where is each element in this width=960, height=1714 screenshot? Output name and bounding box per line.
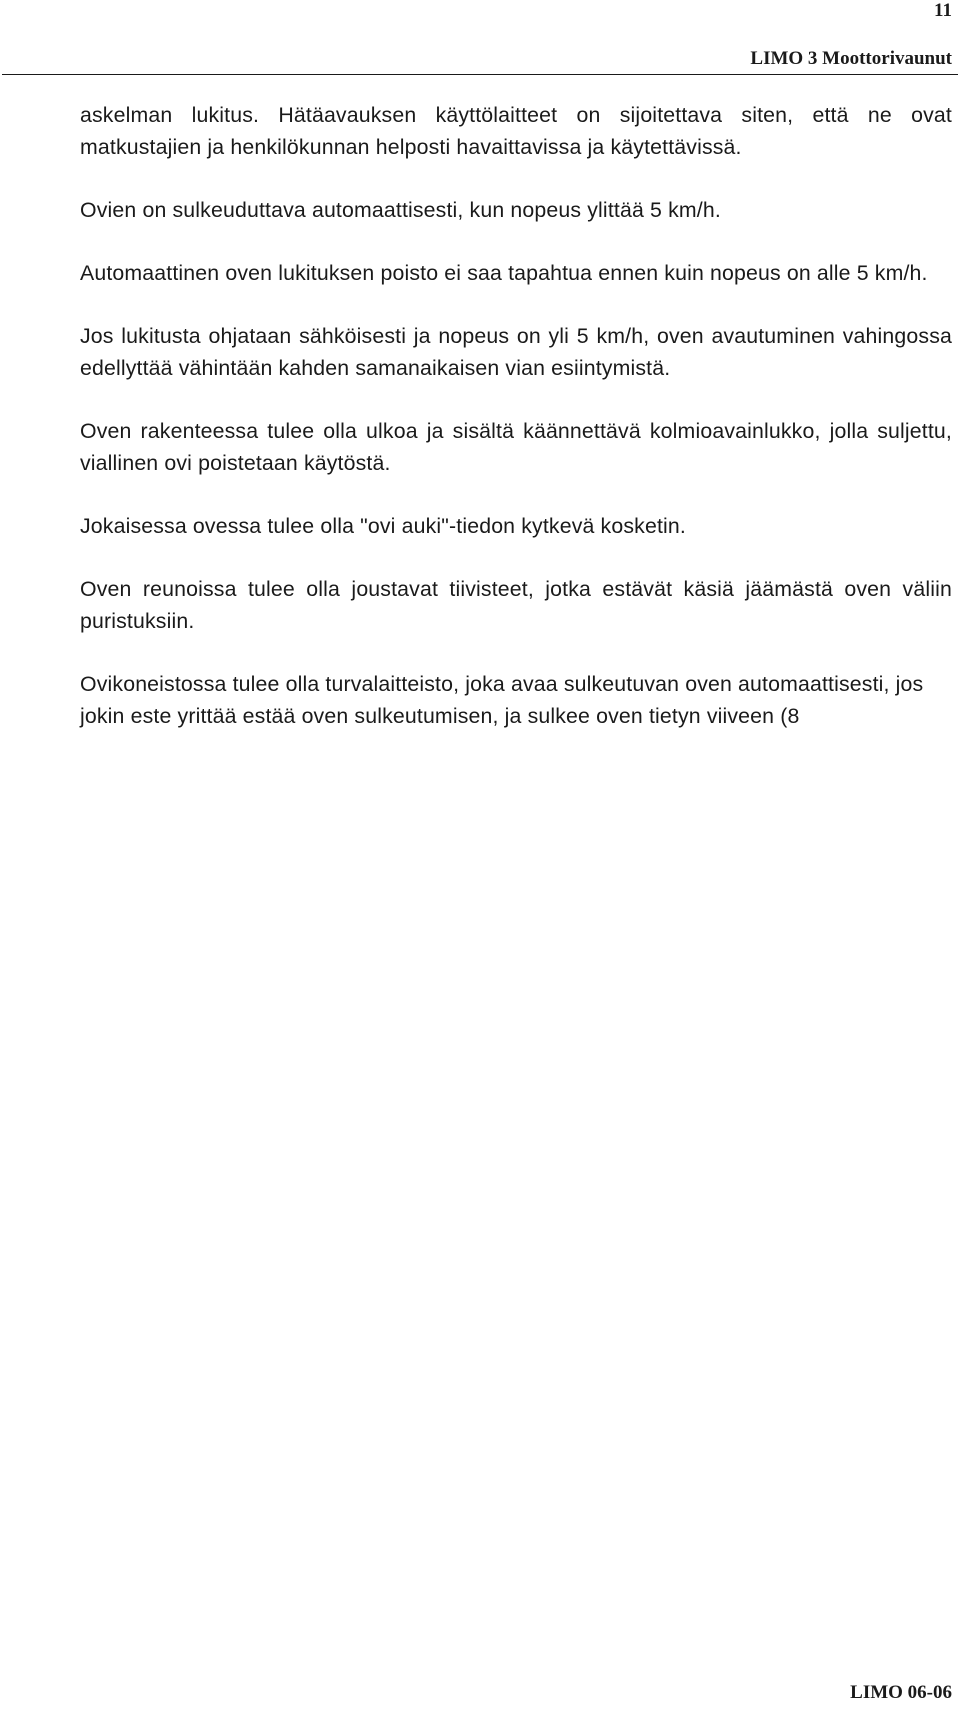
paragraph: askelman lukitus. Hätäavauksen käyttölaitteet on sijoitettava siten, että ne ovat matkustajien ja henkilökunnan helposti havaittavissa ja käytettävissä. [80,103,952,159]
page-number: 11 [934,0,952,21]
paragraph: Oven rakenteessa tulee olla ulkoa ja sisältä käännettävä kolmioavainlukko, jolla suljettu, viallinen ovi poistetaan käytöstä. [80,419,952,475]
running-header-title: LIMO 3 Moottorivaunut [750,48,952,69]
paragraph: Jos lukitusta ohjataan sähköisesti ja nopeus on yli 5 km/h, oven avautuminen vahingossa edellyttää vähintään kahden samanaikaisen vian esiintymistä. [80,324,952,380]
paragraph: Automaattinen oven lukituksen poisto ei saa tapahtua ennen kuin nopeus on alle 5 km/h. [80,261,928,285]
paragraph: Ovikoneistossa tulee olla turvalaitteisto, joka avaa sulkeutuvan oven automaattisesti, jos jokin este yrittää estää oven sulkeutumisen, ja sulkee oven tietyn viiveen (8 [80,672,924,728]
footer-document-code: LIMO 06-06 [850,1682,952,1703]
header-divider [2,74,958,75]
paragraph: Jokaisessa ovessa tulee olla "ovi auki"-tiedon kytkevä kosketin. [80,514,686,538]
paragraph: Oven reunoissa tulee olla joustavat tiivisteet, jotka estävät käsiä jäämästä oven väliin puristuksiin. [80,577,952,633]
body-text [80,99,952,763]
paragraph: Ovien on sulkeuduttava automaattisesti, kun nopeus ylittää 5 km/h. [80,198,721,222]
